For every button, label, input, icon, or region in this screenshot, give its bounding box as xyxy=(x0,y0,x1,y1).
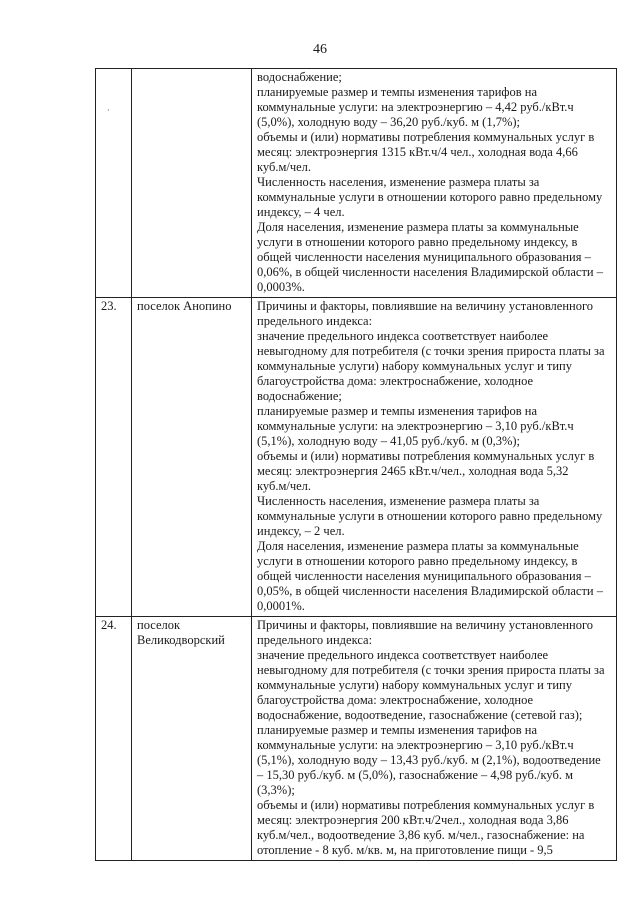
description-line: водоснабжение; xyxy=(257,389,342,403)
description-line: благоустройства дома: электроснабжение, холодное xyxy=(257,693,534,707)
description-line: услуги в отношении которого равно предельному индексу, в xyxy=(257,235,578,249)
description-line: 0,0003%. xyxy=(257,280,305,294)
description-line: индексу, – 4 чел. xyxy=(257,205,345,219)
tariff-table xyxy=(95,68,617,861)
description-line: общей численности населения муниципального образования – xyxy=(257,250,591,264)
description-line: планируемые размер и темпы изменения тарифов на xyxy=(257,723,538,737)
row-number xyxy=(96,69,132,298)
description-line: водоснабжение; xyxy=(257,70,342,84)
description-line: коммунальные услуги в отношении которого равно предельному xyxy=(257,509,603,523)
table-row xyxy=(96,617,617,861)
settlement-name: поселок Великодворский xyxy=(132,617,252,861)
margin-dot: · xyxy=(107,106,110,115)
row-number: 24. xyxy=(96,617,132,861)
description-line: объемы и (или) нормативы потребления коммунальных услуг в xyxy=(257,130,595,144)
description-line: благоустройства дома: электроснабжение, холодное xyxy=(257,374,534,388)
description-line: Доля населения, изменение размера платы за коммунальные xyxy=(257,539,579,553)
description-line: невыгодному для потребителя (с точки зрения прироста платы за xyxy=(257,663,605,677)
description-line: невыгодному для потребителя (с точки зрения прироста платы за xyxy=(257,344,605,358)
description-line: куб.м/чел., водоотведение 3,86 куб. м/чел., газоснабжение: на xyxy=(257,828,585,842)
description-line: (5,1%), холодную воду – 13,43 руб./куб. м (2,1%), водоотведение xyxy=(257,753,601,767)
description-line: Причины и факторы, повлиявшие на величину установленного xyxy=(257,618,594,632)
table-row xyxy=(96,298,617,617)
description-line: значение предельного индекса соответствует наиболее xyxy=(257,329,549,343)
description-line: индексу, – 2 чел. xyxy=(257,524,345,538)
description-line: отопление - 8 куб. м/кв. м, на приготовление пищи - 9,5 xyxy=(257,843,553,857)
description-line: коммунальные услуги в отношении которого равно предельному xyxy=(257,190,603,204)
description-line: услуги в отношении которого равно предельному индексу, в xyxy=(257,554,578,568)
description-line: 0,0001%. xyxy=(257,599,305,613)
description-line: Численность населения, изменение размера платы за xyxy=(257,175,540,189)
settlement-name xyxy=(132,69,252,298)
page-number: 46 xyxy=(313,42,327,57)
row-number: 23. xyxy=(96,298,132,617)
description-line: предельного индекса: xyxy=(257,314,373,328)
description-line: планируемые размер и темпы изменения тарифов на xyxy=(257,404,538,418)
description-line: куб.м/чел. xyxy=(257,160,312,174)
row-description xyxy=(252,298,617,617)
description-line: (5,1%), холодную воду – 41,05 руб./куб. м (0,3%); xyxy=(257,434,521,448)
description-line: месяц: электроэнергия 1315 кВт.ч/4 чел., холодная вода 4,66 xyxy=(257,145,578,159)
description-line: куб.м/чел. xyxy=(257,479,312,493)
description-line: – 15,30 руб./куб. м (5,0%), газоснабжение – 4,98 руб./куб. м xyxy=(257,768,574,782)
description-line: (3,3%); xyxy=(257,783,295,797)
description-line: предельного индекса: xyxy=(257,633,373,647)
description-line: Причины и факторы, повлиявшие на величину установленного xyxy=(257,299,594,313)
row-description xyxy=(252,617,617,861)
description-line: планируемые размер и темпы изменения тарифов на xyxy=(257,85,538,99)
description-line: водоснабжение, водоотведение, газоснабжение (сетевой газ); xyxy=(257,708,583,722)
description-line: (5,0%), холодную воду – 36,20 руб./куб. м (1,7%); xyxy=(257,115,521,129)
description-line: объемы и (или) нормативы потребления коммунальных услуг в xyxy=(257,449,595,463)
description-line: объемы и (или) нормативы потребления коммунальных услуг в xyxy=(257,798,595,812)
settlement-name: поселок Анопино xyxy=(132,298,252,617)
table-row xyxy=(96,69,617,298)
description-line: коммунальные услуги) набору коммунальных услуг и типу xyxy=(257,678,572,692)
description-line: общей численности населения муниципального образования – xyxy=(257,569,591,583)
row-description xyxy=(252,69,617,298)
description-line: значение предельного индекса соответствует наиболее xyxy=(257,648,549,662)
description-line: месяц: электроэнергия 2465 кВт.ч/чел., холодная вода 5,32 xyxy=(257,464,569,478)
description-line: Численность населения, изменение размера платы за xyxy=(257,494,540,508)
description-line: коммунальные услуги: на электроэнергию – 4,42 руб./кВт.ч xyxy=(257,100,574,114)
description-line: 0,06%, в общей численности населения Владимирской области – xyxy=(257,265,603,279)
description-line: Доля населения, изменение размера платы за коммунальные xyxy=(257,220,579,234)
description-line: 0,05%, в общей численности населения Владимирской области – xyxy=(257,584,603,598)
description-line: коммунальные услуги: на электроэнергию – 3,10 руб./кВт.ч xyxy=(257,419,574,433)
description-line: коммунальные услуги: на электроэнергию – 3,10 руб./кВт.ч xyxy=(257,738,574,752)
description-line: месяц: электроэнергия 200 кВт.ч/2чел., холодная вода 3,86 xyxy=(257,813,569,827)
description-line: коммунальные услуги) набору коммунальных услуг и типу xyxy=(257,359,572,373)
